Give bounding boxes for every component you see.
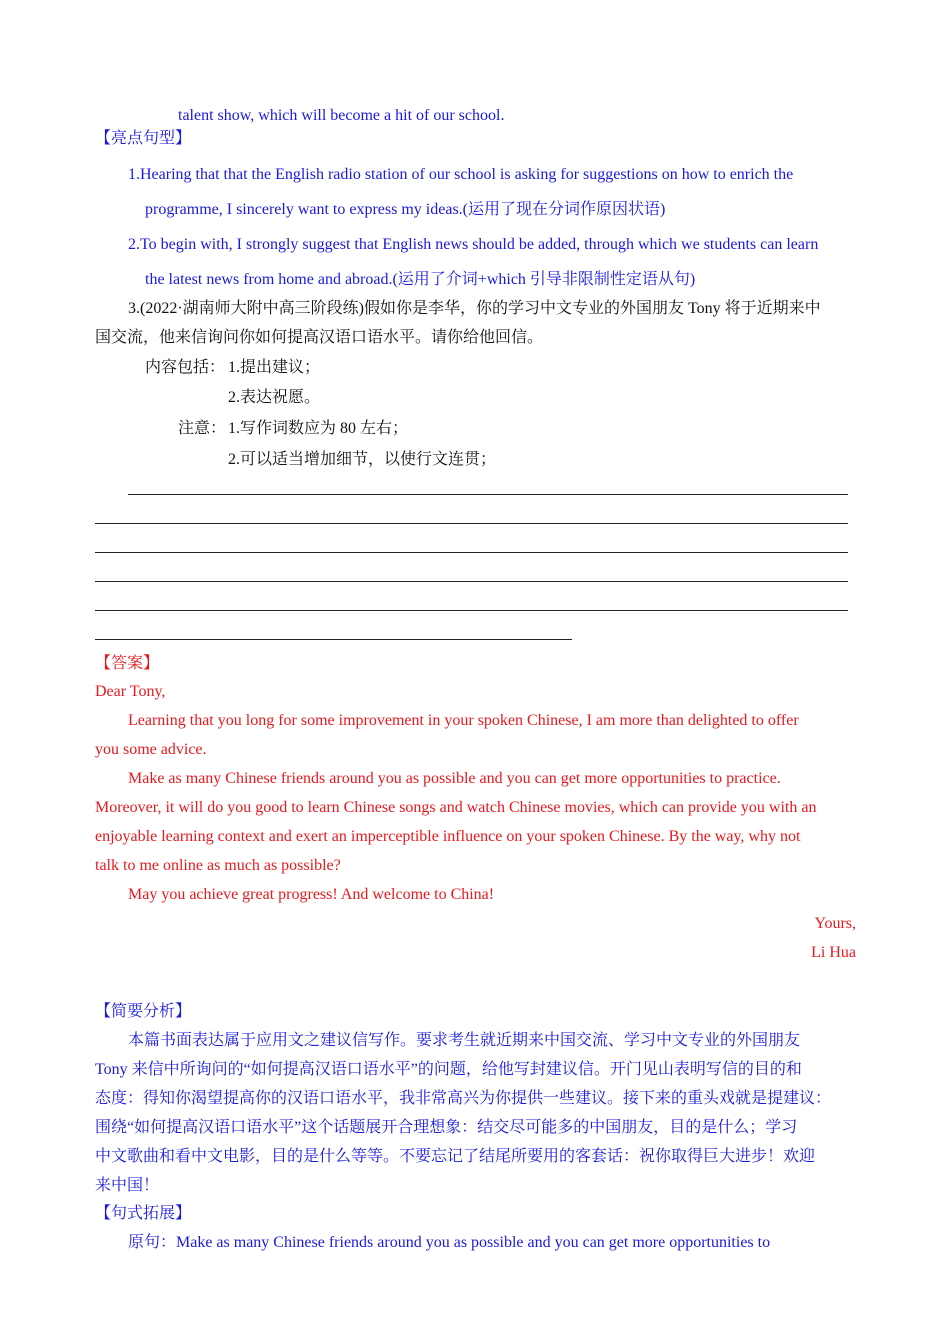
analysis-line-5: 中文歌曲和看中文电影，目的是什么等等。不要忘记了结尾所要用的客套话：祝你取得巨大进步！欢迎 [95, 1148, 816, 1165]
highlight-heading: 【亮点句型】 [95, 130, 192, 147]
letter-paragraph-1-line-2: you some advice. [95, 741, 207, 758]
content-item-2: 2.表达祝愿。 [228, 389, 321, 406]
answer-heading: 【答案】 [95, 655, 160, 672]
letter-paragraph-2-line-1: Make as many Chinese friends around you as possible and you can get more opportunities to practice. [128, 770, 781, 787]
highlight-item-1-line-2: programme, I sincerely want to express my ideas.(运用了现在分词作原因状语) [145, 201, 666, 218]
expansion-original-sentence: 原句：Make as many Chinese friends around you as possible and you can get more opportunities to [128, 1234, 771, 1251]
letter-paragraph-2-line-3: enjoyable learning context and exert an imperceptible influence on your spoken Chinese. By the way, why not [95, 828, 801, 845]
previous-answer-continuation: talent show, which will become a hit of our school. [178, 107, 505, 124]
answer-blank-line[interactable] [128, 494, 848, 495]
letter-signature: Li Hua [811, 944, 856, 961]
highlight-item-1-line-1: 1.Hearing that that the English radio station of our school is asking for suggestions on how to enrich the [128, 166, 794, 183]
letter-paragraph-2-line-4: talk to me online as much as possible? [95, 857, 341, 874]
answer-blank-line[interactable] [95, 610, 848, 611]
question-line-2: 国交流，他来信询问你如何提高汉语口语水平。请你给他回信。 [95, 329, 544, 346]
note-item-2: 2.可以适当增加细节，以使行文连贯； [228, 451, 497, 468]
answer-blank-line[interactable] [95, 581, 848, 582]
analysis-line-4: 围绕“如何提高汉语口语水平”这个话题展开合理想象：结交尽可能多的中国朋友，目的是什么；学习 [95, 1119, 798, 1136]
letter-paragraph-3-line-1: May you achieve great progress! And welcome to China! [128, 886, 495, 903]
letter-paragraph-2-line-2: Moreover, it will do you good to learn Chinese songs and watch Chinese movies, which can provide you with an [95, 799, 817, 816]
letter-salutation: Dear Tony, [95, 683, 166, 700]
highlight-item-2-line-1: 2.To begin with, I strongly suggest that English news should be added, through which we students can learn [128, 236, 819, 253]
note-item-1: 1.写作词数应为 80 左右； [228, 420, 409, 437]
letter-paragraph-1-line-1: Learning that you long for some improvement in your spoken Chinese, I am more than delighted to offer [128, 712, 799, 729]
note-label: 注意： [178, 420, 227, 437]
expansion-heading: 【句式拓展】 [95, 1205, 192, 1222]
analysis-line-3: 态度：得知你渴望提高你的汉语口语水平，我非常高兴为你提供一些建议。接下来的重头戏就是提建议： [95, 1090, 832, 1107]
highlight-item-2-line-2: the latest news from home and abroad.(运用了介词+which 引导非限制性定语从句) [145, 271, 696, 288]
question-line-1: 3.(2022·湖南师大附中高三阶段练)假如你是李华，你的学习中文专业的外国朋友 Tony 将于近期来中 [128, 300, 821, 317]
analysis-line-6: 来中国！ [95, 1177, 160, 1194]
answer-blank-line[interactable] [95, 639, 572, 640]
content-label: 内容包括： [145, 359, 226, 376]
analysis-line-2: Tony 来信中所询问的“如何提高汉语口语水平”的问题，给他写封建议信。开门见山表明写信的目的和 [95, 1061, 802, 1078]
letter-closing: Yours, [814, 915, 856, 932]
content-item-1: 1.提出建议； [228, 359, 321, 376]
answer-blank-line[interactable] [95, 523, 848, 524]
analysis-heading: 【简要分析】 [95, 1003, 192, 1020]
analysis-line-1: 本篇书面表达属于应用文之建议信写作。要求考生就近期来中国交流、学习中文专业的外国朋友 [128, 1032, 801, 1049]
answer-blank-line[interactable] [95, 552, 848, 553]
